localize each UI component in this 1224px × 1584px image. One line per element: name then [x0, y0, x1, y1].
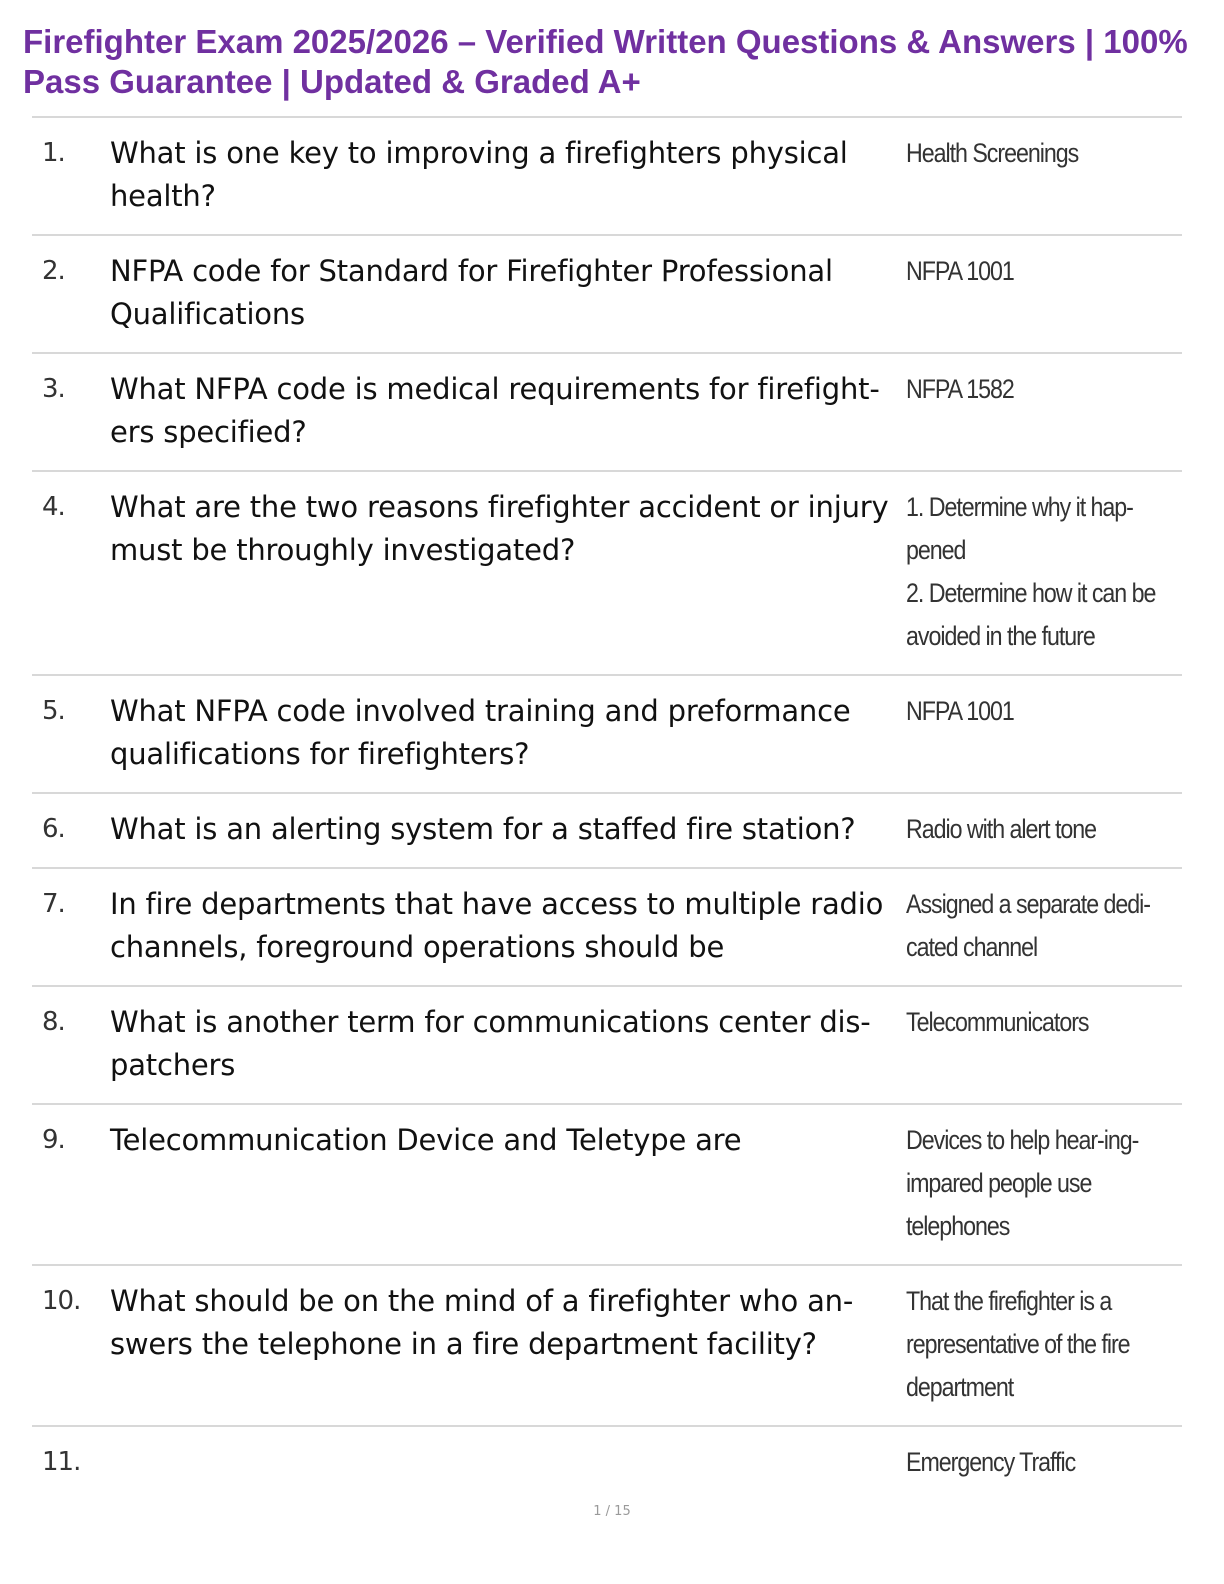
question-number: 6. — [42, 814, 65, 844]
question-number: 1. — [42, 138, 65, 168]
question-text: NFPA code for Standard for Firefighter Professional Qualifications — [110, 254, 833, 331]
question-text: What is another term for communications center dis-patchers — [110, 1005, 871, 1082]
question-number: 8. — [42, 1007, 65, 1037]
question-number: 10. — [42, 1286, 81, 1316]
question-number: 3. — [42, 374, 65, 404]
page-title: Firefighter Exam 2025/2026 – Verified Written Questions & Answers | 100% Pass Guarantee | Updated & Graded A+ — [23, 23, 1188, 100]
question-text: What NFPA code involved training and preformance qualifications for firefighters? — [110, 694, 851, 771]
page-number: 1 / 15 — [593, 1504, 631, 1519]
qa-row — [32, 869, 1182, 987]
answer-text: Telecommunicators — [906, 1007, 1089, 1037]
qa-row — [32, 676, 1182, 794]
answer-text: Assigned a separate dedi-cated channel — [906, 889, 1150, 962]
qa-row — [32, 794, 1182, 869]
qa-row — [32, 1105, 1182, 1266]
answer-text: NFPA 1001 — [906, 696, 1014, 726]
question-text: In fire departments that have access to multiple radio channels, foreground operations should be — [110, 887, 884, 964]
question-number: 11. — [42, 1447, 81, 1477]
answer-text: Health Screenings — [906, 138, 1079, 168]
question-text: What is one key to improving a firefighters physical health? — [110, 136, 848, 213]
question-number: 9. — [42, 1125, 65, 1155]
qa-row — [32, 236, 1182, 354]
qa-row — [32, 987, 1182, 1105]
answer-text: NFPA 1582 — [906, 374, 1014, 404]
question-text — [110, 1441, 906, 1484]
question-text: What should be on the mind of a firefighter who an-swers the telephone in a fire department facility? — [110, 1284, 854, 1361]
qa-row — [32, 118, 1182, 236]
question-text: What is an alerting system for a staffed fire station? — [110, 812, 856, 846]
answer-text: Radio with alert tone — [906, 814, 1097, 844]
qa-row — [32, 472, 1182, 676]
answer-text: That the firefighter is a representative of the fire department — [906, 1286, 1130, 1402]
question-number: 2. — [42, 256, 65, 286]
question-number: 7. — [42, 889, 65, 919]
question-number: 5. — [42, 696, 65, 726]
qa-row — [32, 1427, 1182, 1500]
question-text: What NFPA code is medical requirements for firefight-ers specified? — [110, 372, 880, 449]
qa-row — [32, 1266, 1182, 1427]
question-text: What are the two reasons firefighter accident or injury must be throughly investigated? — [110, 490, 889, 567]
qa-row — [32, 354, 1182, 472]
qa-table — [32, 116, 1182, 1500]
answer-text: Devices to help hear-ing-impared people use telephones — [906, 1125, 1139, 1241]
question-text: Telecommunication Device and Teletype are — [110, 1123, 742, 1157]
answer-text: Emergency Traffic — [906, 1447, 1076, 1477]
answer-text: 1. Determine why it hap-pened 2. Determine how it can be avoided in the future — [906, 492, 1156, 651]
answer-text: NFPA 1001 — [906, 256, 1014, 286]
question-number: 4. — [42, 492, 65, 522]
